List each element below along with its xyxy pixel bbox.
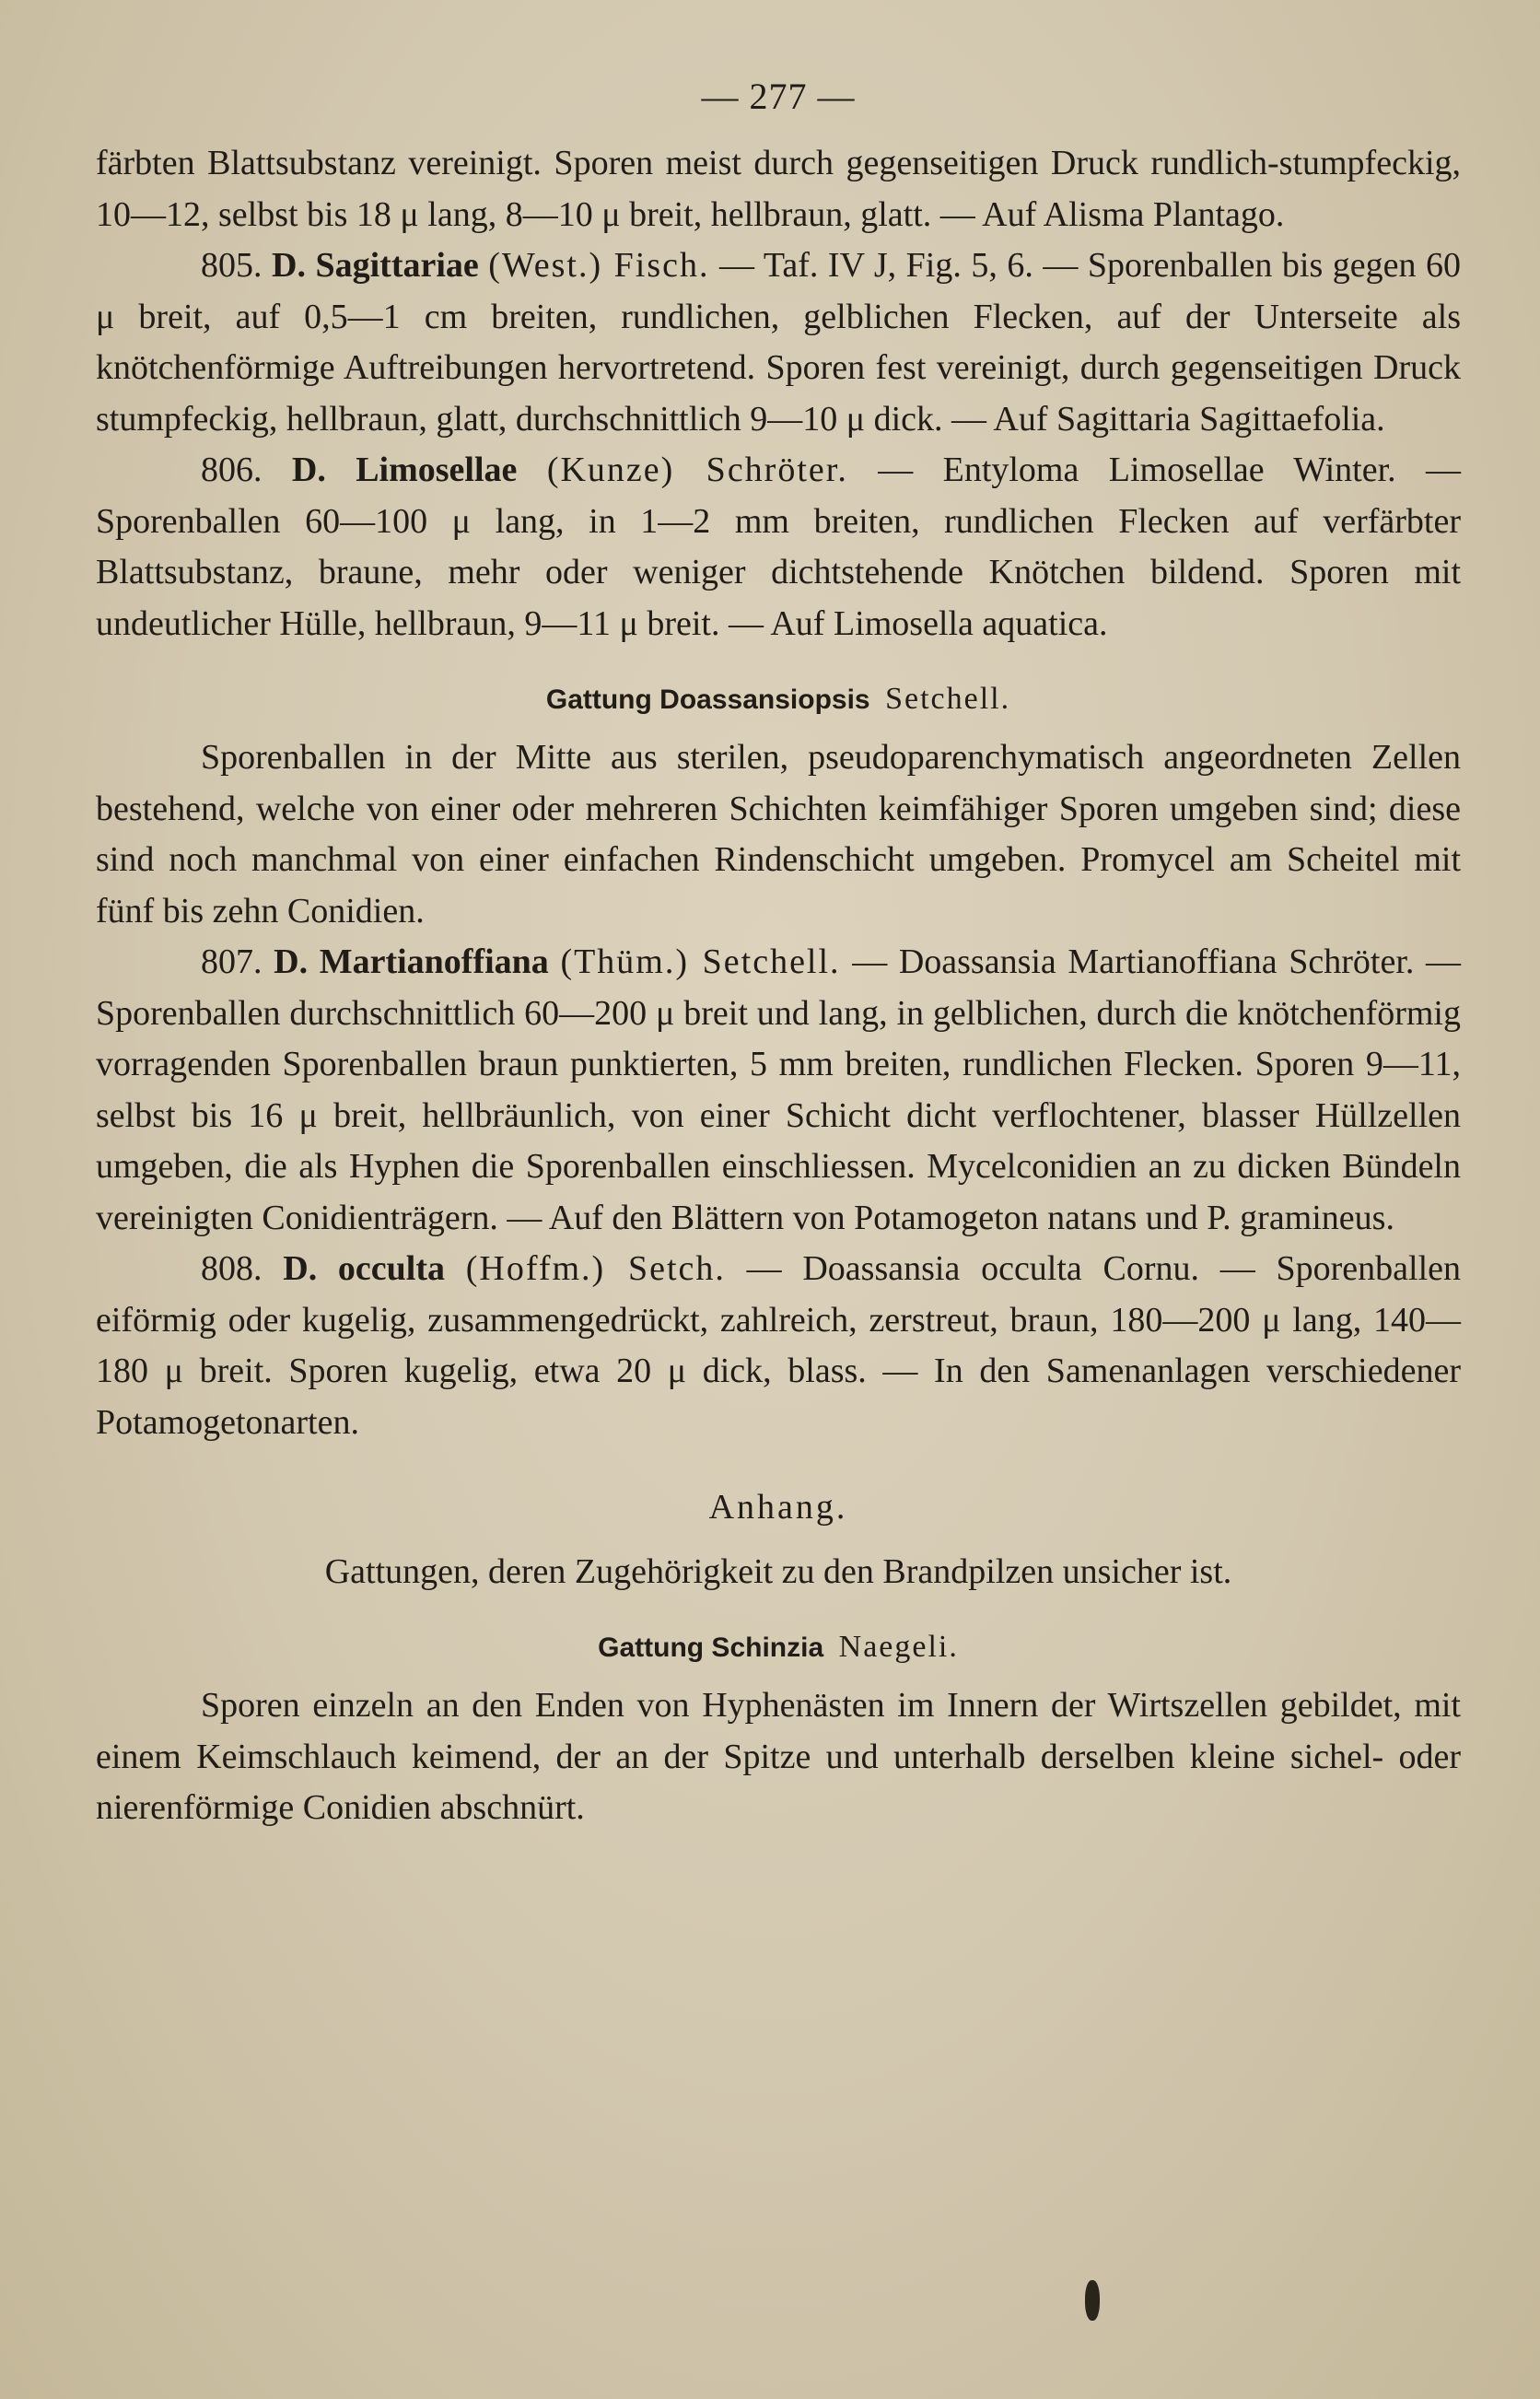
species-author: (West.) Fisch. (488, 246, 710, 285)
species-author: (Hoffm.) Setch. (465, 1249, 726, 1288)
entry-text: — Doassansia occulta Cornu. — Sporenballen eiförmig oder kugelig, zusammengedrückt, zahlreich, zerstreut, braun, 180—200 μ lang, 140—180 μ breit. Sporen kugelig, etwa 20 μ dick, blass. — In den Samenanlagen verschiedener Potamogetonarten. (96, 1249, 1462, 1442)
entry-number: 806. (201, 451, 262, 489)
entry-text: — Entyloma Limosellae Winter. — Sporenballen 60—100 μ lang, in 1—2 mm breiten, rundlichen Flecken auf verfärbter Blattsubstanz, braune, mehr oder weniger dichtstehende Knötchen bildend. Sporen mit undeutlicher Hülle, hellbraun, 9—11 μ breit. — Auf Limosella aquatica. (96, 451, 1462, 643)
genus-description: Sporen einzeln an den Enden von Hyphenästen im Innern der Wirtszellen gebildet, mit einem Keimschlauch keimend, der an der Spitze und unterhalb derselben kleine sichel- oder nierenförmige Conidien abschnürt. (96, 1686, 1461, 1827)
entry-number: 807. (201, 942, 262, 981)
appendix-subtitle: Gattungen, deren Zugehörigkeit zu den Brandpilzen unsicher ist. (324, 1552, 1232, 1591)
entry-number: 805. (201, 246, 262, 285)
entry-808 (96, 1244, 1461, 1448)
species-name: D. Limosellae (291, 451, 518, 489)
entry-text: — Taf. IV J, Fig. 5, 6. — Sporenballen bis gegen 60 μ breit, auf 0,5—1 cm breiten, rundlichen, gelblichen Flecken, auf der Unterseite als knötchenförmige Auftreibungen hervortretend. Sporen fest vereinigt, durch gegenseitigen Druck stumpfeckig, hellbraun, glatt, durchschnittlich 9—10 μ dick. — Auf Sagittaria Sagittaefolia. (96, 246, 1461, 439)
species-author: (Kunze) Schröter. (546, 451, 848, 489)
species-name: D. Sagittariae (272, 246, 479, 285)
species-name: D. Martianoffiana (274, 942, 549, 981)
species-author: (Thüm.) Setchell. (560, 942, 841, 981)
entry-number: 808. (201, 1249, 262, 1288)
book-page (96, 64, 1461, 1834)
genus-title: Gattung Schinzia (598, 1632, 824, 1663)
genus-title: Gattung Doassansiopsis (545, 685, 870, 715)
entry-text: — Doassansia Martianoffiana Schröter. — Sporenballen durchschnittlich 60—200 μ breit und lang, in gelblichen, durch die knötchenförmig vorragenden Sporenballen braun punktierten, 5 mm breiten, rundlichen Flecken. Sporen 9—11, selbst bis 16 μ breit, hellbräunlich, von einer Schicht dicht verflochtener, blasser Hüllzellen umgeben, die als Hyphen die Sporenballen einschliessen. Mycelconidien an zu dicken Bündeln vereinigten Conidienträgern. — Auf den Blättern von Potamogeton natans und P. gramineus. (96, 942, 1462, 1237)
entry-807 (96, 937, 1461, 1244)
genus-heading-schinzia (96, 1621, 1461, 1673)
genus-author: Setchell. (885, 682, 1011, 716)
genus-heading-doassansiopsis (96, 673, 1461, 725)
ink-blot (1085, 2280, 1100, 2321)
entry-805 (96, 240, 1461, 445)
genus-description: Sporenballen in der Mitte aus sterilen, pseudoparenchymatisch angeordneten Zellen bestehend, welche von einer oder mehreren Schichten keimfähiger Sporen umgeben sind; diese sind noch manchmal von einer einfachen Rindenschicht umgeben. Promycel am Scheitel mit fünf bis zehn Conidien. (96, 738, 1461, 930)
species-name: D. occulta (283, 1249, 446, 1288)
page-number: — 277 — (701, 76, 856, 117)
paragraph-continued: färbten Blattsubstanz vereinigt. Sporen meist durch gegenseitigen Druck rundlich-stumpfeckig, 10—12, selbst bis 18 μ lang, 8—10 μ breit, hellbraun, glatt. — Auf Alisma Plantago. (96, 144, 1461, 234)
entry-806 (96, 445, 1461, 649)
genus-author: Naegeli. (838, 1630, 959, 1664)
appendix-title: Anhang. (708, 1488, 848, 1527)
